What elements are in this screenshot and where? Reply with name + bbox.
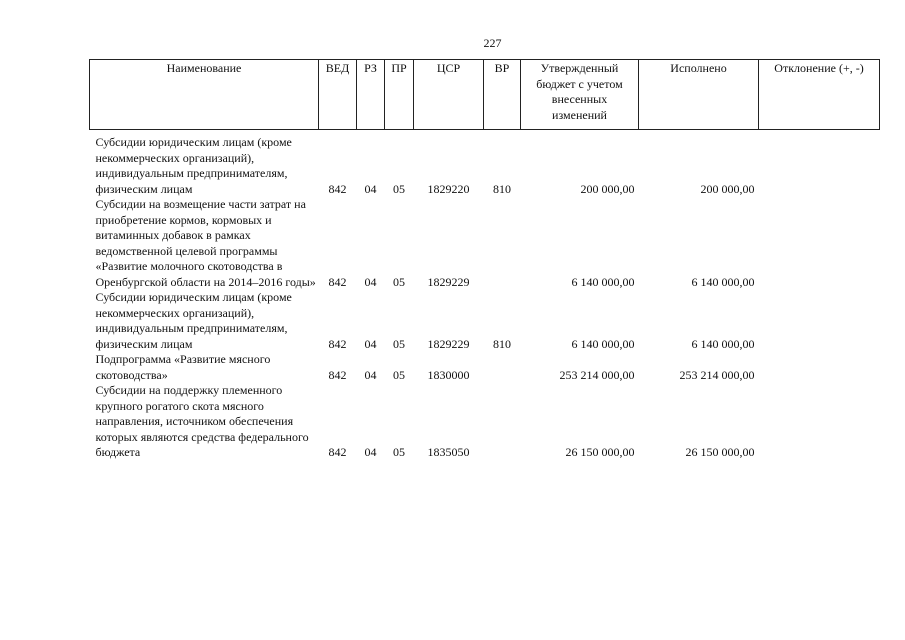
table-row [90,130,880,198]
row-csr: 1829229 [427,274,470,289]
row-vr [484,197,521,290]
page-number: 227 [483,36,502,50]
row-rz: 04 [364,274,377,289]
row-rz: 04 [364,445,377,459]
header-pr: ПР [385,60,414,130]
header-approved: Утвержденный бюджет с учетом внесенных изменений [521,60,639,130]
row-csr: 1829220 [427,181,470,196]
row-pr: 05 [393,336,405,351]
row-vr [484,383,521,461]
row-deviation [759,197,880,290]
row-csr: 1835050 [427,445,470,459]
header-vr: ВР [484,60,521,130]
row-csr: 1829229 [427,336,470,351]
row-name: Субсидии юридическим лицам (кроме некоммерческих организаций), индивидуальным предпринимателям, физическим лицам [95,290,292,351]
row-deviation [759,130,880,198]
header-executed: Исполнено [639,60,759,130]
header-deviation: Отклонение (+, -) [759,60,880,130]
row-vr: 810 [493,336,511,351]
row-pr: 05 [393,181,405,196]
row-executed: 26 150 000,00 [685,445,755,459]
row-name: Субсидии на поддержку племенного крупного рогатого скота мясного направления, источником обеспечения которых являются средства федерального бюджета [95,383,309,459]
row-deviation [759,290,880,352]
table-header-row [90,60,880,130]
row-vr [484,352,521,383]
row-ved: 842 [328,445,347,459]
header-ved: ВЕД [319,60,357,130]
row-approved: 26 150 000,00 [565,445,635,459]
row-ved: 842 [328,367,347,382]
row-name: Подпрограмма «Развитие мясного скотоводства» [95,352,271,382]
row-approved: 200 000,00 [580,181,635,196]
row-name: Субсидии на возмещение части затрат на приобретение кормов, кормовых и витаминных добавок в рамках ведомственной целевой программы «Развитие молочного скотоводства в Оренбургской области на 2014–2016 годы» [95,197,316,289]
row-executed: 6 140 000,00 [691,274,755,289]
row-executed: 6 140 000,00 [691,336,755,351]
table-row [90,352,880,383]
row-rz: 04 [364,367,377,382]
row-approved: 253 214 000,00 [559,367,635,382]
row-name: Субсидии юридическим лицам (кроме некоммерческих организаций), индивидуальным предпринимателям, физическим лицам [95,135,292,196]
header-csr: ЦСР [414,60,484,130]
budget-table [89,59,880,461]
row-pr: 05 [393,445,405,459]
table-row [90,197,880,290]
row-vr: 810 [493,181,511,196]
row-rz: 04 [364,181,377,196]
row-deviation [759,352,880,383]
row-executed: 253 214 000,00 [679,367,755,382]
row-pr: 05 [393,367,405,382]
row-rz: 04 [364,336,377,351]
table-row [90,290,880,352]
row-approved: 6 140 000,00 [571,336,635,351]
row-ved: 842 [328,181,347,196]
row-deviation [759,383,880,461]
header-rz: РЗ [357,60,385,130]
row-executed: 200 000,00 [700,181,755,196]
row-ved: 842 [328,336,347,351]
row-pr: 05 [393,274,405,289]
row-approved: 6 140 000,00 [571,274,635,289]
row-csr: 1830000 [427,367,470,382]
row-ved: 842 [328,274,347,289]
header-name: Наименование [90,60,319,130]
table-row [90,383,880,461]
